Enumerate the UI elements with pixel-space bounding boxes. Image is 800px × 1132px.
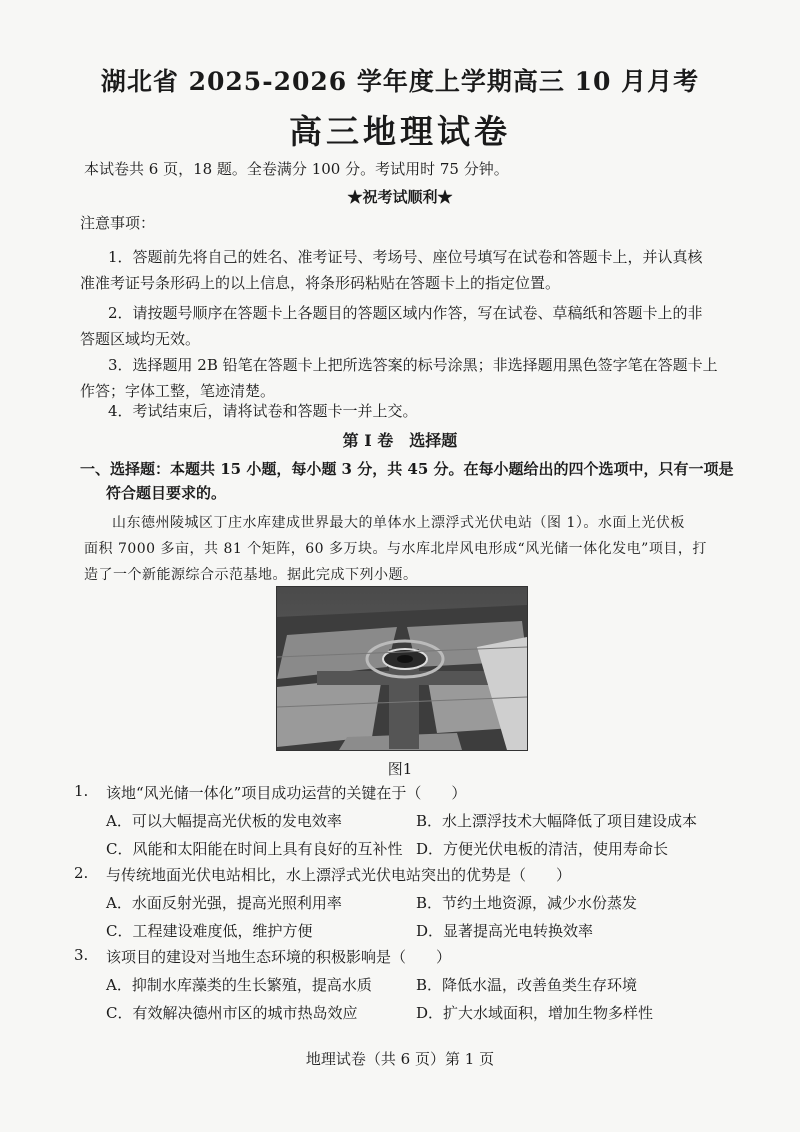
notes-line: 4．考试结束后，请将试卷和答题卡一并上交。 bbox=[108, 402, 418, 420]
section-instruction: 符合题目要求的。 bbox=[106, 484, 227, 502]
option-c[interactable]: C．风能和太阳能在时间上具有良好的互补性 bbox=[106, 840, 403, 858]
exam-subtitle: 高三地理试卷 bbox=[289, 112, 511, 151]
notes-line: 答题区域均无效。 bbox=[80, 330, 201, 348]
notes-line: 3．选择题用 2B 铅笔在答题卡上把所选答案的标号涂黑；非选择题用黑色签字笔在答题卡上 bbox=[108, 356, 718, 374]
section-instruction: 一、选择题：本题共 15 小题，每小题 3 分，共 45 分。在每小题给出的四个选项中，只有一项是 bbox=[80, 460, 734, 478]
figure-photo bbox=[276, 586, 528, 751]
notes-heading: 注意事项： bbox=[80, 214, 156, 232]
question-number: 3. bbox=[74, 946, 89, 964]
section-title: 第 I 卷 选择题 bbox=[342, 431, 458, 450]
notes-line: 1．答题前先将自己的姓名、准考证号、考场号、座位号填写在试卷和答题卡上，并认真核 bbox=[108, 248, 703, 266]
passage-line: 面积 7000 多亩，共 81 个矩阵，60 多万块。与水库北岸风电形成“风光储一体化发电”项目，打 bbox=[84, 541, 707, 557]
page-footer: 地理试卷（共 6 页）第 1 页 bbox=[305, 1050, 495, 1068]
option-a[interactable]: A．可以大幅提高光伏板的发电效率 bbox=[106, 812, 342, 830]
option-b[interactable]: B．节约土地资源，减少水份蒸发 bbox=[416, 894, 638, 912]
option-b[interactable]: B．水上漂浮技术大幅降低了项目建设成本 bbox=[416, 812, 698, 830]
notes-line: 2．请按题号顺序在答题卡上各题目的答题区域内作答，写在试卷、草稿纸和答题卡上的非 bbox=[108, 304, 703, 322]
question-stem: 该地“风光储一体化”项目成功运营的关键在于（ ） bbox=[106, 784, 467, 802]
exam-wish: ★祝考试顺利★ bbox=[347, 188, 453, 206]
figure-caption: 图1 bbox=[387, 760, 413, 778]
notes-line: 准准考证号条形码上的以上信息，将条形码粘贴在答题卡上的指定位置。 bbox=[80, 274, 561, 292]
question-stem: 该项目的建设对当地生态环境的积极影响是（ ） bbox=[106, 948, 452, 966]
question-number: 2. bbox=[74, 864, 89, 882]
question-stem: 与传统地面光伏电站相比，水上漂浮式光伏电站突出的优势是（ ） bbox=[106, 866, 572, 884]
passage-line: 造了一个新能源综合示范基地。据此完成下列小题。 bbox=[84, 567, 418, 583]
option-c[interactable]: C．有效解决德州市区的城市热岛效应 bbox=[106, 1004, 358, 1022]
exam-info: 本试卷共 6 页，18 题。全卷满分 100 分。考试用时 75 分钟。 bbox=[84, 160, 509, 178]
option-c[interactable]: C．工程建设难度低，维护方便 bbox=[106, 922, 313, 940]
option-d[interactable]: D．扩大水域面积，增加生物多样性 bbox=[416, 1004, 654, 1022]
solar-farm-image bbox=[277, 587, 527, 750]
passage-line: 山东德州陵城区丁庄水库建成世界最大的单体水上漂浮式光伏电站（图 1）。水面上光伏板 bbox=[112, 515, 685, 531]
option-d[interactable]: D．显著提高光电转换效率 bbox=[416, 922, 594, 940]
option-a[interactable]: A．水面反射光强，提高光照利用率 bbox=[106, 894, 342, 912]
notes-line: 作答；字体工整，笔迹清楚。 bbox=[80, 382, 276, 400]
option-a[interactable]: A．抑制水库藻类的生长繁殖，提高水质 bbox=[106, 976, 372, 994]
option-b[interactable]: B．降低水温，改善鱼类生存环境 bbox=[416, 976, 638, 994]
exam-title: 湖北省 2025-2026 学年度上学期高三 10 月月考 bbox=[100, 67, 700, 96]
option-d[interactable]: D．方便光伏电板的清洁，使用寿命长 bbox=[416, 840, 669, 858]
question-number: 1. bbox=[74, 782, 89, 800]
